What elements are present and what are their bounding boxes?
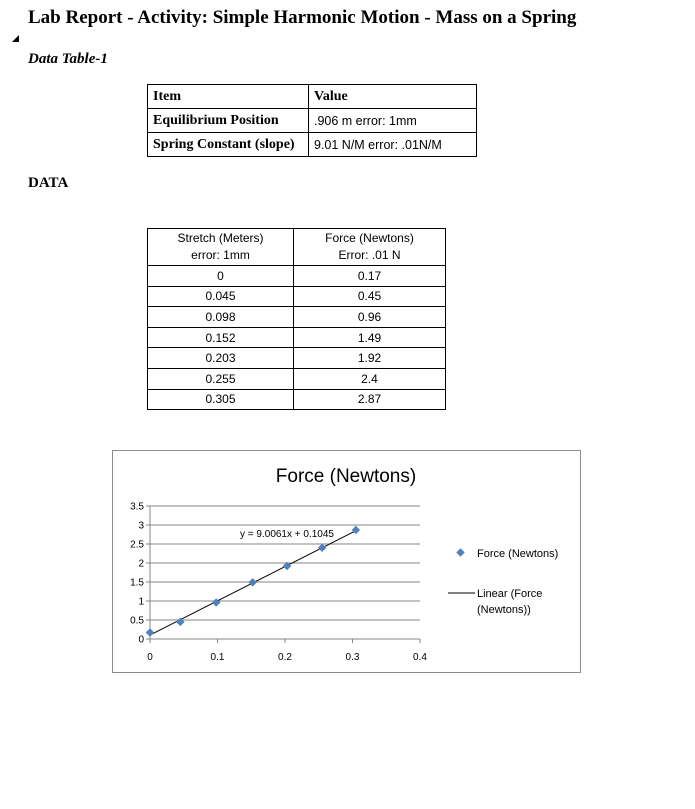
y-tick-label: 1.5 xyxy=(130,577,144,589)
report-title: Lab Report - Activity: Simple Harmonic Motion - Mass on a Spring xyxy=(28,7,577,28)
header-stretch-line2: error: 1mm xyxy=(191,248,250,262)
chart-canvas xyxy=(113,451,580,672)
y-tick-label: 3.5 xyxy=(130,501,144,513)
trendline-equation: y = 9.0061x + 0.1045 xyxy=(240,529,334,540)
x-tick-label: 0.3 xyxy=(345,652,360,663)
table-row xyxy=(148,389,446,410)
y-tick-label: 1 xyxy=(138,596,144,608)
stretch-cell: 0 xyxy=(148,266,294,287)
chart-gridlines xyxy=(150,506,420,639)
summary-table xyxy=(147,84,477,157)
data-point xyxy=(318,544,326,552)
y-tick-label: 2 xyxy=(138,558,144,570)
table-row xyxy=(148,109,477,133)
table-row xyxy=(148,307,446,328)
table-row xyxy=(148,368,446,389)
force-cell: 1.49 xyxy=(294,327,446,348)
stretch-cell: 0.305 xyxy=(148,389,294,410)
header-value: Value xyxy=(309,85,477,109)
y-tick-label: 0 xyxy=(138,634,144,646)
anchor-marker-icon xyxy=(12,35,19,42)
data-point xyxy=(248,578,256,586)
table-row xyxy=(148,327,446,348)
force-cell: 0.45 xyxy=(294,286,446,307)
header-force-line1: Force (Newtons) xyxy=(325,231,414,245)
force-cell: 1.92 xyxy=(294,348,446,369)
stretch-cell: 0.152 xyxy=(148,327,294,348)
force-cell: 2.4 xyxy=(294,368,446,389)
x-tick-label: 0.4 xyxy=(413,652,427,663)
header-stretch-line1: Stretch (Meters) xyxy=(177,231,264,245)
table-header-row xyxy=(148,229,446,266)
table-header-row xyxy=(148,85,477,109)
legend-trendline-label-line1: Linear (Force xyxy=(477,588,543,600)
data-point xyxy=(352,526,360,534)
header-stretch xyxy=(148,229,294,266)
legend-trendline-label-line2: (Newtons)) xyxy=(477,604,531,616)
chart-legend xyxy=(448,548,558,616)
force-cell: 2.87 xyxy=(294,389,446,410)
x-tick-label: 0.1 xyxy=(210,652,225,663)
row-value: .906 m error: 1mm xyxy=(309,109,477,133)
data-section-heading: DATA xyxy=(28,175,69,191)
legend-marker-icon xyxy=(456,548,464,556)
table-row xyxy=(148,286,446,307)
data-point xyxy=(146,628,154,636)
header-force-line2: Error: .01 N xyxy=(338,248,401,262)
table-row xyxy=(148,266,446,287)
row-value: 9.01 N/M error: .01N/M xyxy=(309,133,477,157)
row-label: Spring Constant (slope) xyxy=(148,133,309,157)
stretch-cell: 0.203 xyxy=(148,348,294,369)
stretch-cell: 0.255 xyxy=(148,368,294,389)
measurement-table xyxy=(147,228,446,410)
header-item: Item xyxy=(148,85,309,109)
row-label: Equilibrium Position xyxy=(148,109,309,133)
y-tick-label: 0.5 xyxy=(130,615,144,627)
table-row xyxy=(148,133,477,157)
force-cell: 0.96 xyxy=(294,307,446,328)
legend-series-label: Force (Newtons) xyxy=(477,548,559,560)
table-row xyxy=(148,348,446,369)
x-tick-label: 0.2 xyxy=(278,652,292,663)
stretch-cell: 0.098 xyxy=(148,307,294,328)
force-chart xyxy=(112,450,581,673)
y-tick-label: 2.5 xyxy=(130,539,144,551)
force-cell: 0.17 xyxy=(294,266,446,287)
data-table-caption: Data Table-1 xyxy=(28,51,108,67)
x-tick-label: 0 xyxy=(147,652,153,663)
data-point xyxy=(176,618,184,626)
chart-title: Force (Newtons) xyxy=(275,466,417,487)
stretch-cell: 0.045 xyxy=(148,286,294,307)
header-force xyxy=(294,229,446,266)
y-tick-label: 3 xyxy=(138,520,144,532)
